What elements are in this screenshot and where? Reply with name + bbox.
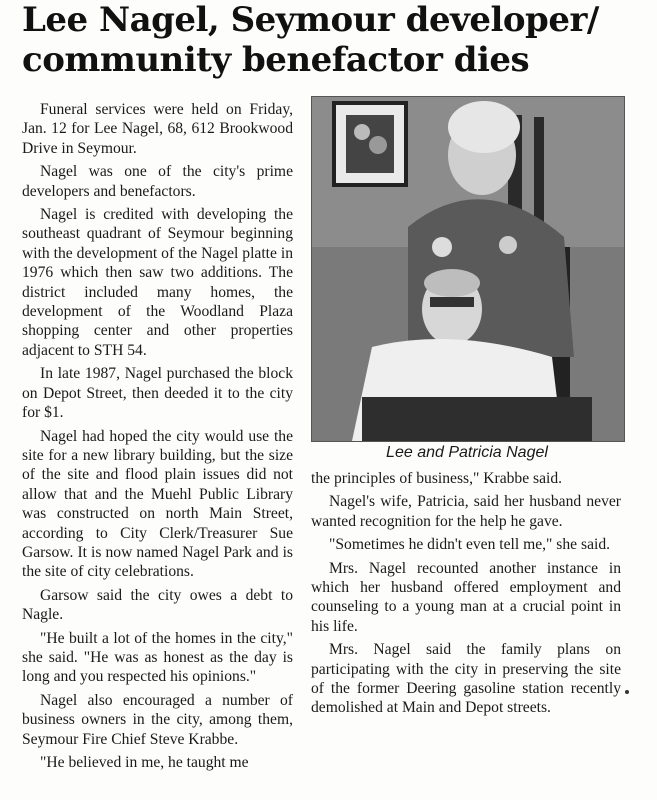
- paragraph: "He believed in me, he taught me: [40, 754, 249, 771]
- paragraph: "He built a lot of the homes in the city," she said. "He was as honest as the day is long and you respected his opinions.": [22, 629, 293, 686]
- paragraph: the principles of business," Krabbe said.: [311, 470, 563, 487]
- paragraph: Nagel's wife, Patricia, said her husband never wanted recognition for the help he gave.: [311, 493, 621, 530]
- paragraph: Nagel is credited with developing the southeast quadrant of Seymour beginning with the development of the Nagel platte in 1976 which then saw two additions. The district included many homes, the development of the Woodland Plaza shopping center and other properties adjacent to STH 54.: [22, 206, 293, 359]
- photo-image: [312, 97, 624, 441]
- print-speck: [625, 690, 629, 694]
- headline-line-1: Lee Nagel, Seymour developer/: [22, 0, 599, 40]
- article-column-right: [311, 469, 621, 722]
- article-column-left: [22, 100, 293, 776]
- paragraph: Garsow said the city owes a debt to Nagle.: [22, 586, 293, 624]
- photo: [311, 96, 625, 442]
- paragraph: Nagel was one of the city's prime developers and benefactors.: [22, 163, 293, 200]
- paragraph: Funeral services were held on Friday, Jan. 12 for Lee Nagel, 68, 612 Brookwood Drive in Seymour.: [22, 101, 293, 157]
- headline-line-2: community benefactor dies: [22, 40, 530, 80]
- photo-caption: Lee and Patricia Nagel: [386, 444, 548, 461]
- paragraph: "Sometimes he didn't even tell me," she said.: [329, 536, 611, 554]
- headline: [22, 0, 637, 80]
- paragraph: In late 1987, Nagel purchased the block on Depot Street, then deeded it to the city for $1.: [22, 365, 293, 422]
- paragraph: Mrs. Nagel recounted another instance in which her husband offered employment and counseling to a young man at a crucial point in his life.: [311, 559, 621, 635]
- paragraph: Mrs. Nagel said the family plans on participating with the city in preserving the site of the former Deering gasoline station recently demolished at Main and Depot streets.: [311, 641, 621, 717]
- paragraph: Nagel also encouraged a number of business owners in the city, among them, Seymour Fire Chief Steve Krabbe.: [22, 691, 293, 748]
- paragraph: Nagel had hoped the city would use the site for a new library building, but the size of the site and flood plain issues did not allow that and the Muehl Public Library was constructed on north Main Street, according to City Clerk/Treasurer Sue Garsow. It is now named Nagel Park and is the site of city celebrations.: [22, 427, 293, 581]
